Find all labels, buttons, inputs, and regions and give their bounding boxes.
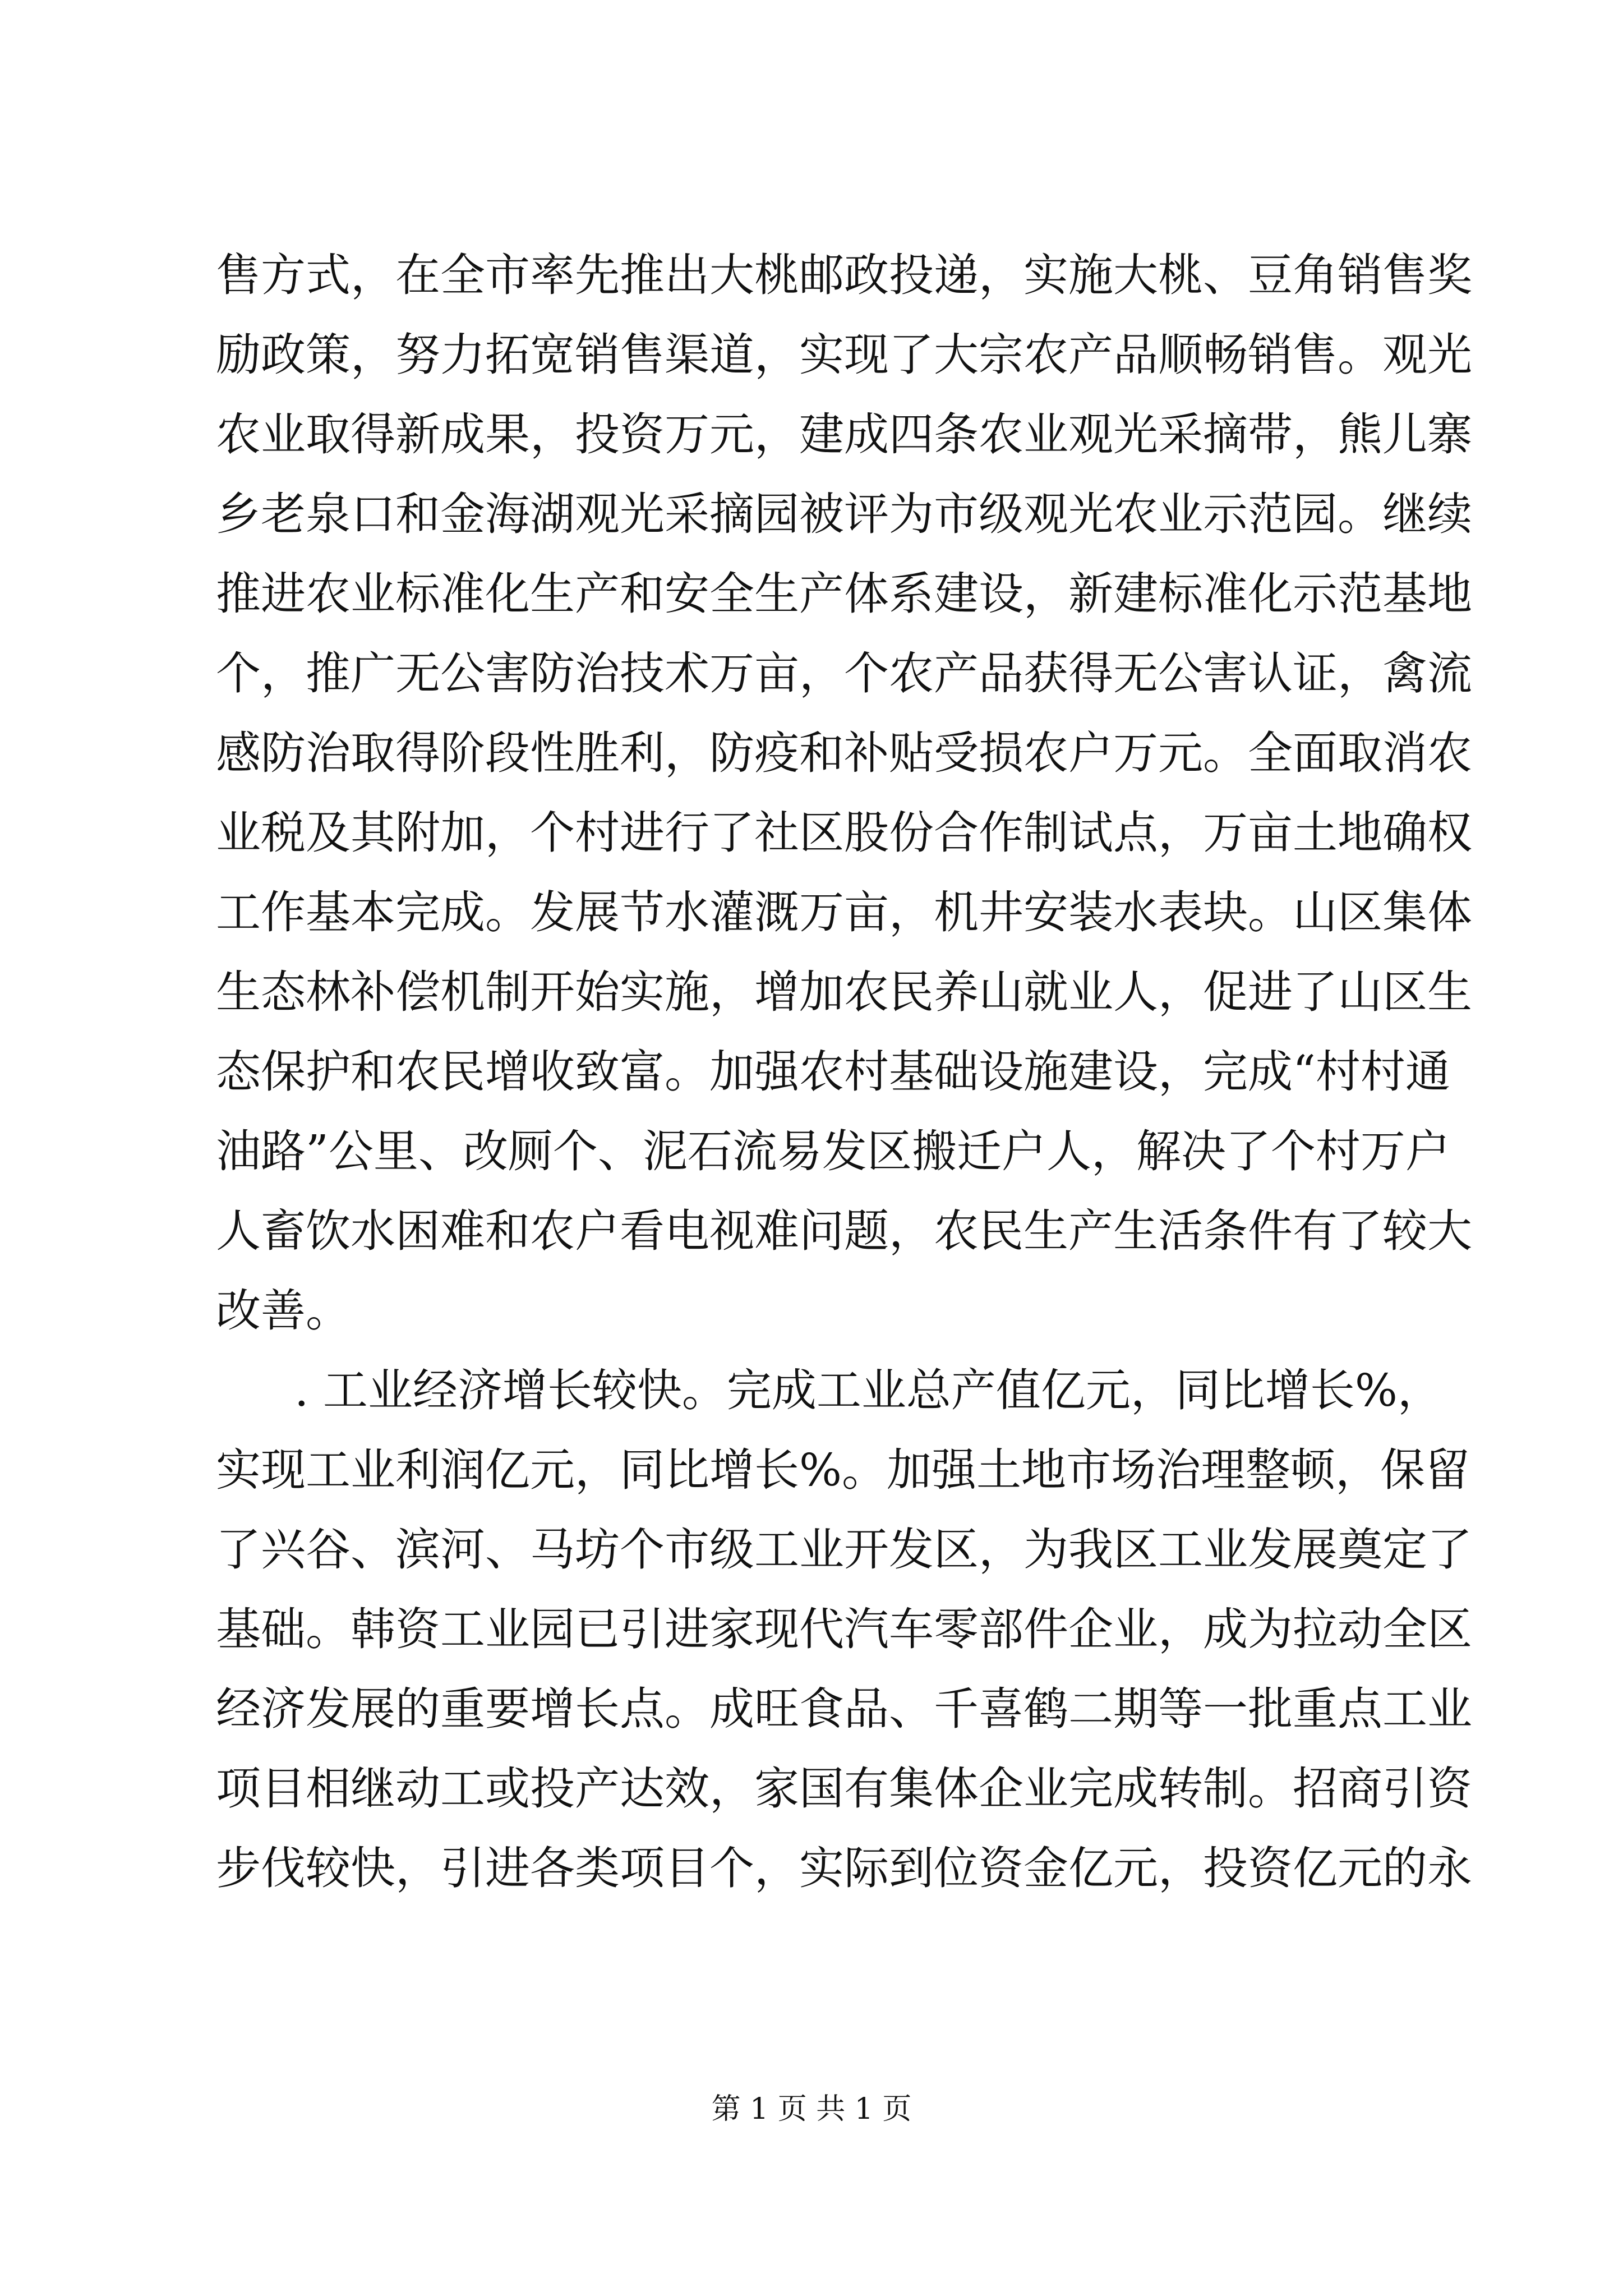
text-line: 励政策，努力拓宽销售渠道，实现了大宗农产品顺畅销售。观光 bbox=[216, 329, 1472, 381]
text-line: 态保护和农民增收致富。加强农村基础设施建设，完成“村村通 bbox=[216, 1046, 1450, 1098]
text-line: 生态林补偿机制开始实施，增加农民养山就业人，促进了山区生 bbox=[216, 966, 1472, 1018]
text-line: 项目相继动工或投产达效，家国有集体企业完成转制。招商引资 bbox=[216, 1763, 1472, 1815]
paragraph-heading-line: . 工业经济增长较快。完成工业总产值亿元，同比增长%， bbox=[294, 1364, 1442, 1416]
text-line: 人畜饮水困难和农户看电视难问题，农民生产生活条件有了较大 bbox=[216, 1205, 1472, 1257]
text-line: 农业取得新成果，投资万元，建成四条农业观光采摘带，熊儿寨 bbox=[216, 408, 1472, 461]
text-line: 了兴谷、滨河、马坊个市级工业开发区，为我区工业发展奠定了 bbox=[216, 1524, 1472, 1576]
text-line: 乡老泉口和金海湖观光采摘园被评为市级观光农业示范园。继续 bbox=[216, 488, 1472, 540]
text-line: 感防治取得阶段性胜利，防疫和补贴受损农户万元。全面取消农 bbox=[216, 727, 1472, 779]
text-line: 基础。韩资工业园已引进家现代汽车零部件企业，成为拉动全区 bbox=[216, 1603, 1472, 1655]
text-line: 改善。 bbox=[216, 1285, 351, 1337]
body-text bbox=[216, 236, 1472, 1908]
text-line: 油路”公里、改厕个、泥石流易发区搬迁户人，解决了个村万户 bbox=[216, 1125, 1450, 1177]
page-number: 第 1 页 共 1 页 bbox=[711, 2092, 912, 2126]
text-line: 经济发展的重要增长点。成旺食品、千喜鹤二期等一批重点工业 bbox=[216, 1683, 1472, 1735]
text-line: 售方式，在全市率先推出大桃邮政投递，实施大桃、豆角销售奖 bbox=[216, 249, 1472, 301]
text-line: 业税及其附加，个村进行了社区股份合作制试点，万亩土地确权 bbox=[216, 807, 1472, 859]
text-line: 个，推广无公害防治技术万亩，个农产品获得无公害认证，禽流 bbox=[216, 647, 1472, 700]
page-footer bbox=[0, 2090, 1623, 2129]
text-line: 工作基本完成。发展节水灌溉万亩，机井安装水表块。山区集体 bbox=[216, 886, 1472, 938]
text-line: 推进农业标准化生产和安全生产体系建设，新建标准化示范基地 bbox=[216, 568, 1472, 620]
text-line: 步伐较快，引进各类项目个，实际到位资金亿元，投资亿元的永 bbox=[216, 1842, 1472, 1894]
text-line: 实现工业利润亿元，同比增长%。加强土地市场治理整顿，保留 bbox=[216, 1444, 1470, 1496]
